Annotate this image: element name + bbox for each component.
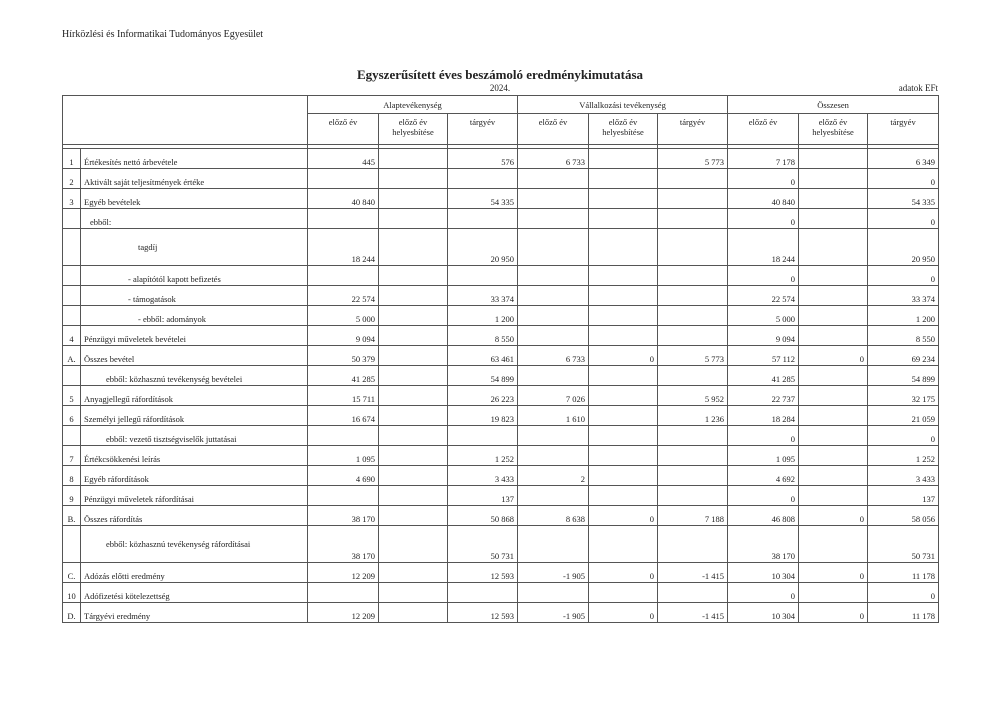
column-header: tárgyév — [448, 114, 518, 145]
value-cell — [518, 583, 589, 603]
value-cell: 15 711 — [308, 386, 379, 406]
value-cell: 16 674 — [308, 406, 379, 426]
value-cell — [799, 306, 868, 326]
value-cell: -1 415 — [658, 603, 728, 623]
group-header-osszesen: Összesen — [728, 96, 939, 114]
value-cell: 50 731 — [868, 526, 939, 563]
row-label: - alapítótól kapott befizetés — [81, 266, 308, 286]
column-header: előző év helyesbítése — [589, 114, 658, 145]
value-cell: 1 200 — [448, 306, 518, 326]
row-number: 8 — [63, 466, 81, 486]
value-cell — [379, 446, 448, 466]
row-number — [63, 229, 81, 266]
row-number: A. — [63, 346, 81, 366]
value-cell — [589, 229, 658, 266]
value-cell: 33 374 — [448, 286, 518, 306]
value-cell — [799, 149, 868, 169]
value-cell — [518, 426, 589, 446]
table-row — [63, 526, 939, 563]
value-cell — [658, 286, 728, 306]
value-cell: 1 095 — [308, 446, 379, 466]
value-cell — [379, 306, 448, 326]
value-cell: 33 374 — [868, 286, 939, 306]
value-cell: 38 170 — [728, 526, 799, 563]
value-cell — [518, 486, 589, 506]
value-cell: 57 112 — [728, 346, 799, 366]
value-cell — [589, 209, 658, 229]
value-cell — [658, 326, 728, 346]
value-cell — [658, 306, 728, 326]
value-cell — [658, 486, 728, 506]
value-cell — [448, 169, 518, 189]
value-cell: -1 905 — [518, 563, 589, 583]
value-cell — [589, 189, 658, 209]
value-cell: 3 433 — [448, 466, 518, 486]
value-cell: 12 209 — [308, 563, 379, 583]
value-cell: 26 223 — [448, 386, 518, 406]
table-body — [63, 149, 939, 623]
table-row — [63, 346, 939, 366]
row-number: B. — [63, 506, 81, 526]
value-cell — [589, 583, 658, 603]
row-number — [63, 366, 81, 386]
value-cell: 0 — [728, 426, 799, 446]
value-cell — [589, 149, 658, 169]
value-cell: 41 285 — [308, 366, 379, 386]
value-cell — [799, 169, 868, 189]
value-cell — [518, 229, 589, 266]
row-number: 10 — [63, 583, 81, 603]
row-label: Értékesítés nettó árbevétele — [81, 149, 308, 169]
row-label: Egyéb bevételek — [81, 189, 308, 209]
value-cell: 576 — [448, 149, 518, 169]
table-row — [63, 286, 939, 306]
value-cell — [379, 266, 448, 286]
value-cell: 38 170 — [308, 506, 379, 526]
column-header: előző év helyesbítése — [379, 114, 448, 145]
value-cell — [518, 326, 589, 346]
value-cell: 10 304 — [728, 603, 799, 623]
value-cell — [658, 526, 728, 563]
value-cell — [308, 486, 379, 506]
row-label: Pénzügyi műveletek ráfordításai — [81, 486, 308, 506]
table-row — [63, 169, 939, 189]
row-number: 6 — [63, 406, 81, 426]
value-cell — [379, 486, 448, 506]
value-cell: 0 — [589, 563, 658, 583]
value-cell — [658, 366, 728, 386]
row-number: 3 — [63, 189, 81, 209]
value-cell: 0 — [728, 266, 799, 286]
value-cell: 3 433 — [868, 466, 939, 486]
value-cell: 2 — [518, 466, 589, 486]
value-cell — [379, 563, 448, 583]
value-cell — [799, 446, 868, 466]
row-label: - ebből: adományok — [81, 306, 308, 326]
table-row — [63, 446, 939, 466]
value-cell — [308, 266, 379, 286]
value-cell — [589, 366, 658, 386]
column-header: előző év — [518, 114, 589, 145]
value-cell: 5 773 — [658, 149, 728, 169]
table-row — [63, 466, 939, 486]
row-label: Aktivált saját teljesítmények értéke — [81, 169, 308, 189]
income-statement-table — [62, 95, 939, 623]
table-row — [63, 266, 939, 286]
value-cell: 6 349 — [868, 149, 939, 169]
value-cell — [308, 583, 379, 603]
value-cell — [799, 209, 868, 229]
row-number: C. — [63, 563, 81, 583]
value-cell — [589, 306, 658, 326]
value-cell: 1 200 — [868, 306, 939, 326]
value-cell — [448, 266, 518, 286]
value-cell — [379, 426, 448, 446]
row-number: 7 — [63, 446, 81, 466]
value-cell — [658, 446, 728, 466]
value-cell — [799, 189, 868, 209]
table-row — [63, 366, 939, 386]
row-number: 4 — [63, 326, 81, 346]
value-cell: 63 461 — [448, 346, 518, 366]
organization-name: Hírközlési és Informatikai Tudományos Egyesület — [62, 29, 264, 40]
value-cell — [379, 149, 448, 169]
value-cell: 0 — [728, 209, 799, 229]
row-label: Személyi jellegű ráfordítások — [81, 406, 308, 426]
value-cell — [589, 286, 658, 306]
value-cell — [518, 446, 589, 466]
value-cell — [448, 583, 518, 603]
value-cell: 5 773 — [658, 346, 728, 366]
value-cell: 32 175 — [868, 386, 939, 406]
value-cell: 0 — [589, 346, 658, 366]
value-cell — [799, 426, 868, 446]
value-cell — [379, 466, 448, 486]
value-cell — [589, 526, 658, 563]
value-cell — [308, 169, 379, 189]
value-cell — [799, 229, 868, 266]
value-cell: 5 000 — [308, 306, 379, 326]
value-cell — [379, 583, 448, 603]
row-label: ebből: közhasznú tevékenység ráfordításai — [81, 526, 308, 563]
value-cell — [308, 209, 379, 229]
value-cell — [379, 526, 448, 563]
value-cell: 20 950 — [868, 229, 939, 266]
value-cell: 0 — [799, 346, 868, 366]
row-number — [63, 426, 81, 446]
row-number: 5 — [63, 386, 81, 406]
value-cell: 0 — [868, 209, 939, 229]
row-number — [63, 526, 81, 563]
row-number — [63, 266, 81, 286]
group-header-alaptevekenyseg: Alaptevékenység — [308, 96, 518, 114]
value-cell — [518, 526, 589, 563]
value-cell: 6 733 — [518, 149, 589, 169]
value-cell: 9 094 — [728, 326, 799, 346]
value-cell — [308, 426, 379, 446]
value-cell: 54 899 — [448, 366, 518, 386]
column-header: tárgyév — [658, 114, 728, 145]
value-cell — [379, 209, 448, 229]
value-cell — [589, 406, 658, 426]
report-year: 2024. — [489, 83, 511, 93]
value-cell: 18 244 — [308, 229, 379, 266]
value-cell — [589, 169, 658, 189]
value-cell: 7 026 — [518, 386, 589, 406]
value-cell: 0 — [728, 486, 799, 506]
value-cell — [518, 169, 589, 189]
value-cell: 0 — [868, 583, 939, 603]
value-cell — [379, 286, 448, 306]
value-cell: 22 574 — [728, 286, 799, 306]
value-cell — [658, 426, 728, 446]
value-cell: 1 610 — [518, 406, 589, 426]
value-cell — [589, 426, 658, 446]
row-label: Pénzügyi műveletek bevételei — [81, 326, 308, 346]
row-label: Adózás előtti eredmény — [81, 563, 308, 583]
value-cell: 18 284 — [728, 406, 799, 426]
value-cell: 8 638 — [518, 506, 589, 526]
value-cell: 69 234 — [868, 346, 939, 366]
value-cell: 1 252 — [868, 446, 939, 466]
value-cell — [518, 189, 589, 209]
value-cell: 50 379 — [308, 346, 379, 366]
value-cell — [589, 326, 658, 346]
value-cell: 22 737 — [728, 386, 799, 406]
value-cell — [518, 306, 589, 326]
row-label: Összes bevétel — [81, 346, 308, 366]
value-cell: 18 244 — [728, 229, 799, 266]
value-cell: 12 209 — [308, 603, 379, 623]
table-row — [63, 603, 939, 623]
value-cell: 40 840 — [308, 189, 379, 209]
value-cell — [589, 466, 658, 486]
value-cell — [379, 603, 448, 623]
value-cell — [379, 169, 448, 189]
value-cell: 12 593 — [448, 603, 518, 623]
column-header: előző év — [308, 114, 379, 145]
value-cell: 50 868 — [448, 506, 518, 526]
row-label: Egyéb ráfordítások — [81, 466, 308, 486]
value-cell: 38 170 — [308, 526, 379, 563]
value-cell: 4 690 — [308, 466, 379, 486]
value-cell: 0 — [868, 266, 939, 286]
value-cell — [518, 366, 589, 386]
group-header-vallalkozasi: Vállalkozási tevékenység — [518, 96, 728, 114]
value-cell: 137 — [868, 486, 939, 506]
row-label: Adófizetési kötelezettség — [81, 583, 308, 603]
value-cell — [589, 446, 658, 466]
value-cell: 20 950 — [448, 229, 518, 266]
header-blank — [63, 96, 308, 145]
value-cell — [799, 466, 868, 486]
value-cell: 54 335 — [448, 189, 518, 209]
row-number — [63, 306, 81, 326]
column-header: előző év helyesbítése — [799, 114, 868, 145]
table-row — [63, 506, 939, 526]
table-row — [63, 486, 939, 506]
unit-label: adatok EFt — [898, 83, 938, 93]
value-cell: 6 733 — [518, 346, 589, 366]
value-cell: 54 899 — [868, 366, 939, 386]
value-cell: 8 550 — [868, 326, 939, 346]
value-cell: 0 — [868, 169, 939, 189]
row-label: - támogatások — [81, 286, 308, 306]
row-number: D. — [63, 603, 81, 623]
value-cell — [799, 286, 868, 306]
value-cell — [799, 486, 868, 506]
value-cell — [799, 266, 868, 286]
value-cell — [379, 506, 448, 526]
value-cell — [658, 209, 728, 229]
value-cell — [799, 406, 868, 426]
value-cell: 1 236 — [658, 406, 728, 426]
value-cell: 9 094 — [308, 326, 379, 346]
value-cell — [589, 266, 658, 286]
column-header: előző év — [728, 114, 799, 145]
table-row — [63, 149, 939, 169]
value-cell: 11 178 — [868, 563, 939, 583]
value-cell — [379, 229, 448, 266]
row-label: ebből: — [81, 209, 308, 229]
value-cell: 7 178 — [728, 149, 799, 169]
value-cell: 0 — [728, 583, 799, 603]
value-cell: -1 415 — [658, 563, 728, 583]
value-cell: 12 593 — [448, 563, 518, 583]
value-cell: 0 — [728, 169, 799, 189]
column-header: tárgyév — [868, 114, 939, 145]
value-cell — [658, 266, 728, 286]
value-cell — [518, 286, 589, 306]
table-row — [63, 386, 939, 406]
table-row — [63, 326, 939, 346]
value-cell — [799, 366, 868, 386]
value-cell: 11 178 — [868, 603, 939, 623]
value-cell: 4 692 — [728, 466, 799, 486]
value-cell — [658, 229, 728, 266]
value-cell — [379, 346, 448, 366]
value-cell — [379, 189, 448, 209]
value-cell: 1 095 — [728, 446, 799, 466]
table-row — [63, 426, 939, 446]
value-cell: 10 304 — [728, 563, 799, 583]
row-label: ebből: vezető tisztségviselők juttatásai — [81, 426, 308, 446]
value-cell — [658, 189, 728, 209]
value-cell: 5 000 — [728, 306, 799, 326]
value-cell: 0 — [589, 603, 658, 623]
table-row — [63, 189, 939, 209]
row-label: ebből: közhasznú tevékenység bevételei — [81, 366, 308, 386]
value-cell — [589, 486, 658, 506]
value-cell — [799, 526, 868, 563]
value-cell: 50 731 — [448, 526, 518, 563]
table-row — [63, 209, 939, 229]
row-label: Összes ráfordítás — [81, 506, 308, 526]
row-number: 2 — [63, 169, 81, 189]
row-number: 9 — [63, 486, 81, 506]
value-cell: 19 823 — [448, 406, 518, 426]
value-cell: 7 188 — [658, 506, 728, 526]
value-cell — [379, 366, 448, 386]
table-row — [63, 583, 939, 603]
value-cell: 41 285 — [728, 366, 799, 386]
value-cell — [448, 209, 518, 229]
table-row — [63, 306, 939, 326]
value-cell — [799, 583, 868, 603]
value-cell — [658, 583, 728, 603]
value-cell — [799, 386, 868, 406]
value-cell: 22 574 — [308, 286, 379, 306]
row-number — [63, 286, 81, 306]
table-row — [63, 229, 939, 266]
row-number: 1 — [63, 149, 81, 169]
value-cell: 8 550 — [448, 326, 518, 346]
value-cell — [379, 406, 448, 426]
value-cell — [658, 466, 728, 486]
value-cell — [589, 386, 658, 406]
value-cell — [799, 326, 868, 346]
value-cell: 0 — [589, 506, 658, 526]
value-cell — [518, 266, 589, 286]
value-cell: 0 — [799, 563, 868, 583]
value-cell: -1 905 — [518, 603, 589, 623]
value-cell — [518, 209, 589, 229]
value-cell: 0 — [799, 603, 868, 623]
table-row — [63, 406, 939, 426]
row-label: Tárgyévi eredmény — [81, 603, 308, 623]
value-cell: 0 — [868, 426, 939, 446]
row-label: Anyagjellegű ráfordítások — [81, 386, 308, 406]
value-cell — [448, 426, 518, 446]
value-cell: 46 808 — [728, 506, 799, 526]
report-title: Egyszerűsített éves beszámoló eredménykimutatása — [356, 67, 644, 82]
value-cell: 445 — [308, 149, 379, 169]
table-row — [63, 563, 939, 583]
value-cell: 58 056 — [868, 506, 939, 526]
row-number — [63, 209, 81, 229]
value-cell: 21 059 — [868, 406, 939, 426]
value-cell: 54 335 — [868, 189, 939, 209]
value-cell — [379, 386, 448, 406]
value-cell: 137 — [448, 486, 518, 506]
value-cell: 0 — [799, 506, 868, 526]
row-label: Értékcsökkenési leírás — [81, 446, 308, 466]
value-cell: 5 952 — [658, 386, 728, 406]
value-cell: 1 252 — [448, 446, 518, 466]
group-header-row — [63, 96, 939, 114]
value-cell — [658, 169, 728, 189]
value-cell — [379, 326, 448, 346]
value-cell: 40 840 — [728, 189, 799, 209]
row-label: tagdíj — [81, 229, 308, 266]
